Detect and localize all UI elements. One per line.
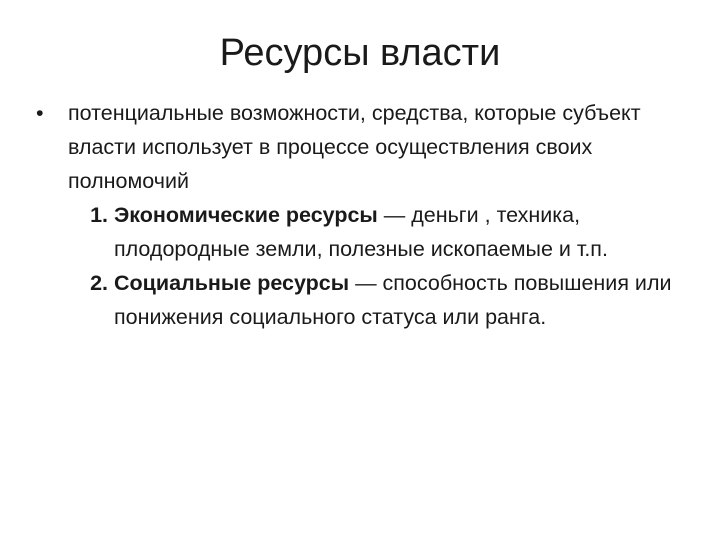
definition-social: — способность повышения или понижения социального статуса или ранга. xyxy=(114,271,672,329)
bullet-dot: • xyxy=(36,101,44,125)
slide-content xyxy=(34,96,706,334)
list-item-text xyxy=(114,198,706,266)
bullet-item xyxy=(34,96,706,198)
list-item-economic xyxy=(34,198,706,266)
bullet-text: потенциальные возможности, средства, которые субъект власти использует в процессе осуществления своих полномочий xyxy=(68,101,641,193)
list-item-social xyxy=(34,266,706,334)
term-economic: Экономические ресурсы xyxy=(114,203,378,227)
slide-title: Ресурсы власти xyxy=(219,32,501,74)
list-number: 1. xyxy=(90,203,108,227)
numbered-list xyxy=(34,198,706,334)
definition-economic: — деньги , техника, плодородные земли, полезные ископаемые и т.п. xyxy=(114,203,608,261)
list-item-text xyxy=(114,266,706,334)
term-social: Социальные ресурсы xyxy=(114,271,350,295)
list-number: 2. xyxy=(90,271,108,295)
